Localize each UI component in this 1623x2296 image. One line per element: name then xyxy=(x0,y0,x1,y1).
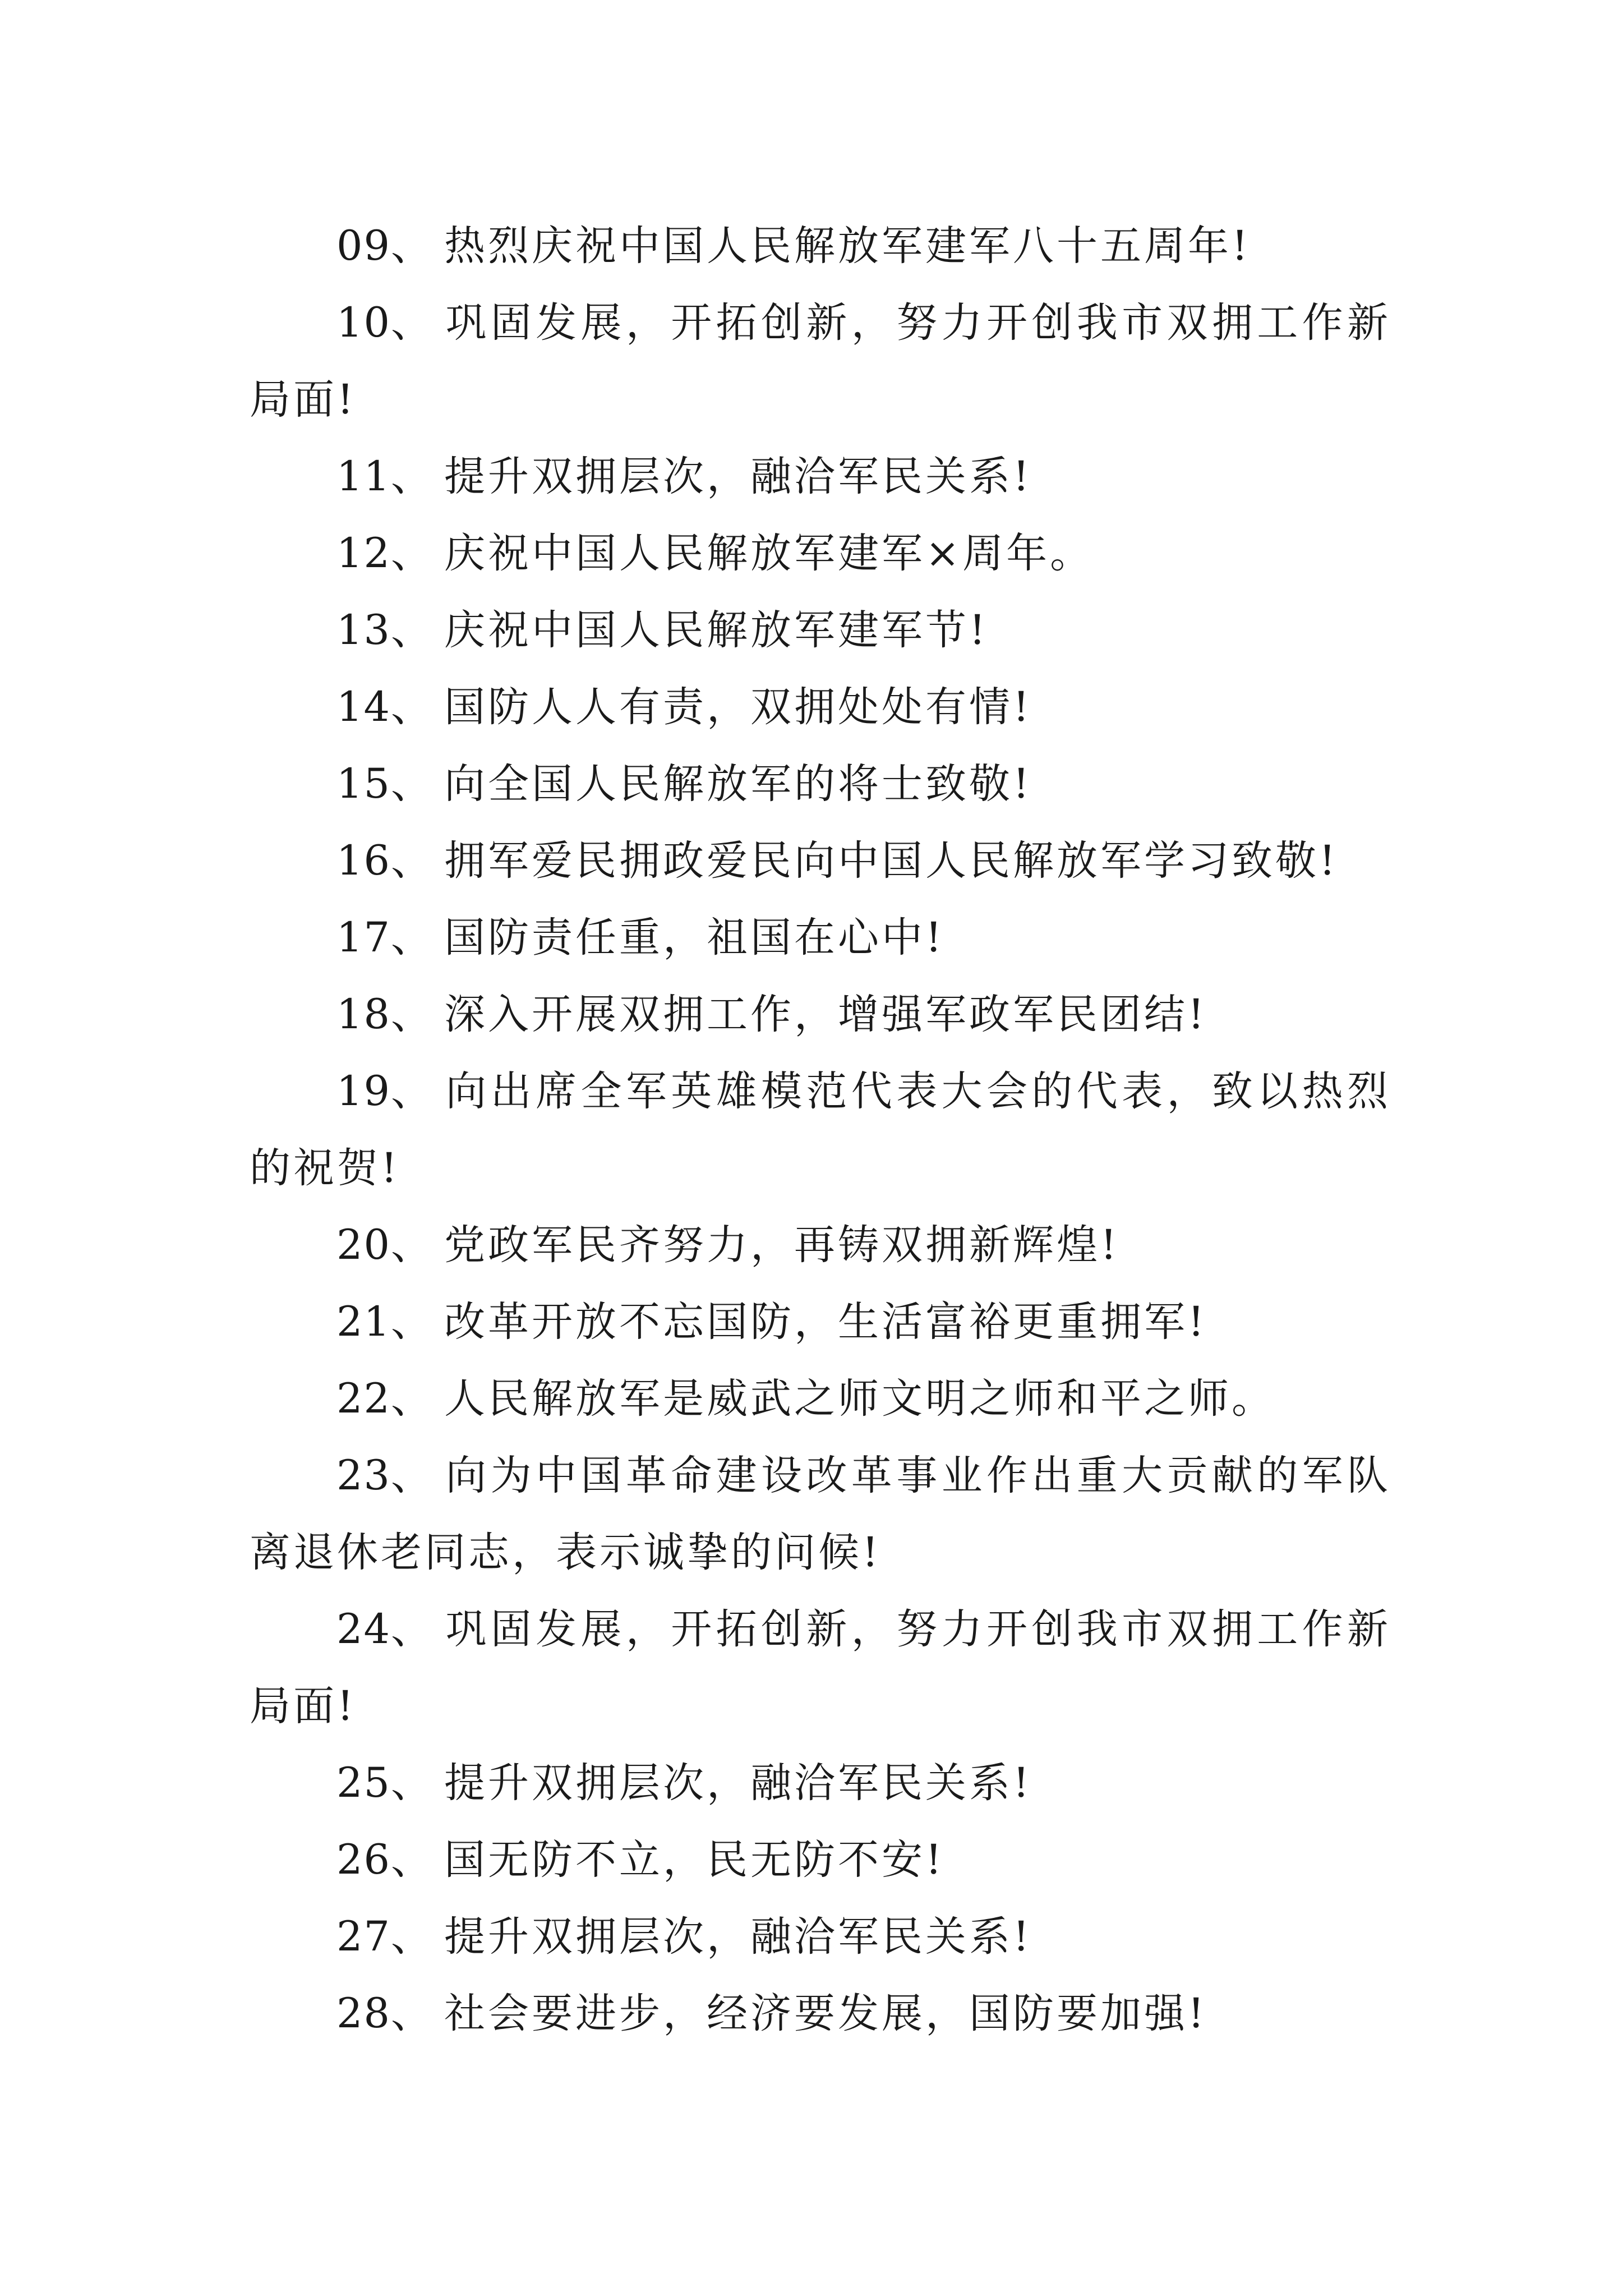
list-item xyxy=(250,1053,1391,1207)
item-text: 国防责任重，祖国在心中! xyxy=(444,914,945,961)
item-text: 庆祝中国人民解放军建军×周年。 xyxy=(444,530,1094,577)
list-item xyxy=(250,1360,1391,1437)
item-number: 28、 xyxy=(336,1990,433,2037)
item-text: 向全国人民解放军的将士致敬! xyxy=(444,760,1032,808)
list-item xyxy=(250,1591,1391,1745)
item-number: 19、 xyxy=(336,1068,433,1115)
item-text: 向出席全军英雄模范代表大会的代表，致以热烈的祝贺! xyxy=(250,1068,1391,1192)
item-text: 改革开放不忘国防，生活富裕更重拥军! xyxy=(444,1298,1207,1346)
item-text: 庆祝中国人民解放军建军节! xyxy=(444,606,989,654)
item-number: 25、 xyxy=(336,1759,433,1807)
item-number: 14、 xyxy=(336,683,433,731)
item-text: 国防人人有责，双拥处处有情! xyxy=(444,683,1032,731)
list-item xyxy=(250,1745,1391,1821)
item-number: 27、 xyxy=(336,1913,433,1961)
item-number: 21、 xyxy=(336,1298,433,1346)
list-item xyxy=(250,1975,1391,2052)
item-text: 人民解放军是威武之师文明之师和平之师。 xyxy=(444,1375,1275,1423)
list-item xyxy=(250,976,1391,1053)
item-number: 26、 xyxy=(336,1836,433,1884)
item-number: 12、 xyxy=(336,530,433,577)
list-item xyxy=(250,1283,1391,1360)
item-number: 24、 xyxy=(336,1605,433,1653)
item-text: 社会要进步，经济要发展，国防要加强! xyxy=(444,1990,1207,2037)
item-text: 国无防不立，民无防不安! xyxy=(444,1836,945,1884)
list-item xyxy=(250,1437,1391,1591)
list-item xyxy=(250,438,1391,515)
list-item xyxy=(250,746,1391,822)
item-text: 拥军爱民拥政爱民向中国人民解放军学习致敬! xyxy=(444,837,1339,885)
item-text: 提升双拥层次，融洽军民关系! xyxy=(444,453,1032,500)
list-item xyxy=(250,515,1391,592)
item-number: 23、 xyxy=(336,1452,433,1499)
list-item xyxy=(250,1207,1391,1283)
item-number: 16、 xyxy=(336,837,433,885)
slogan-list xyxy=(250,208,1391,2052)
list-item xyxy=(250,669,1391,746)
list-item xyxy=(250,284,1391,438)
list-item xyxy=(250,1821,1391,1898)
item-text: 向为中国革命建设改革事业作出重大贡献的军队离退休老同志，表示诚挚的问候! xyxy=(250,1452,1391,1576)
item-number: 17、 xyxy=(336,914,433,961)
item-text: 提升双拥层次，融洽军民关系! xyxy=(444,1759,1032,1807)
list-item xyxy=(250,1898,1391,1975)
list-item xyxy=(250,208,1391,284)
item-number: 09、 xyxy=(336,222,433,270)
list-item xyxy=(250,592,1391,669)
item-number: 18、 xyxy=(336,991,433,1038)
item-text: 提升双拥层次，融洽军民关系! xyxy=(444,1913,1032,1961)
item-number: 11、 xyxy=(336,453,433,500)
item-text: 巩固发展，开拓创新，努力开创我市双拥工作新局面! xyxy=(250,1605,1391,1730)
list-item xyxy=(250,822,1391,899)
item-number: 22、 xyxy=(336,1375,433,1423)
item-number: 15、 xyxy=(336,760,433,808)
item-text: 党政军民齐努力，再铸双拥新辉煌! xyxy=(444,1221,1120,1269)
item-number: 20、 xyxy=(336,1221,433,1269)
list-item xyxy=(250,899,1391,976)
item-number: 13、 xyxy=(336,606,433,654)
item-text: 热烈庆祝中国人民解放军建军八十五周年! xyxy=(444,222,1251,270)
item-text: 巩固发展，开拓创新，努力开创我市双拥工作新局面! xyxy=(250,299,1391,424)
item-number: 10、 xyxy=(336,299,433,347)
item-text: 深入开展双拥工作，增强军政军民团结! xyxy=(444,991,1207,1038)
